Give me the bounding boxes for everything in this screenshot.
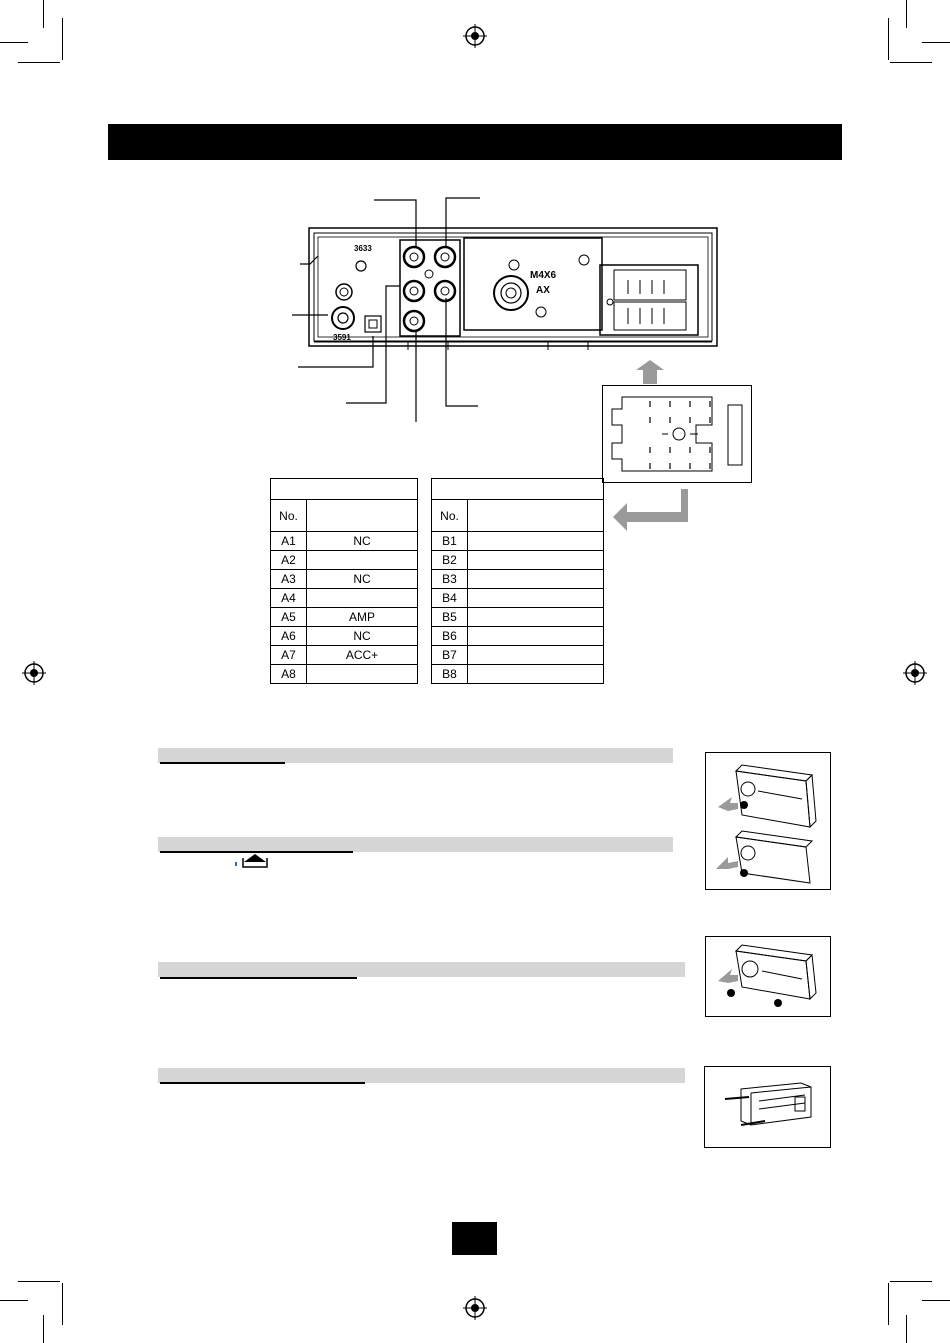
- table-a-header-name: [307, 500, 418, 532]
- crop-mark: [922, 42, 950, 43]
- faceplate-illustration: [706, 753, 830, 889]
- crop-mark: [922, 1300, 950, 1301]
- crop-mark: [890, 62, 932, 63]
- unit-label-b: 3591: [333, 333, 351, 342]
- section-heading-bar: [158, 748, 673, 763]
- registration-mark-icon: [463, 1296, 487, 1320]
- section-heading-underline: [160, 851, 353, 853]
- registration-mark-icon: [463, 24, 487, 48]
- table-row: A5 AMP: [271, 608, 418, 627]
- table-row: A4: [271, 589, 418, 608]
- chassis-illustration: [705, 1067, 830, 1147]
- section-heading-bar: [158, 962, 685, 977]
- table-row: B2: [432, 551, 604, 570]
- crop-mark: [906, 1315, 907, 1343]
- page-header-bar: [108, 124, 842, 160]
- pin-table-b: [431, 478, 604, 684]
- crop-mark: [18, 1281, 60, 1282]
- eject-marker: [235, 862, 237, 866]
- crop-mark: [0, 1300, 28, 1301]
- section-heading-bar: [158, 837, 673, 852]
- arrow-left-icon: [613, 489, 688, 531]
- unit-label-d: AX: [536, 285, 550, 296]
- crop-mark: [43, 1315, 44, 1343]
- crop-mark: [888, 1283, 889, 1325]
- illustration-unit-removal: [704, 1066, 831, 1148]
- section-heading-underline: [160, 977, 357, 979]
- arrow-up-icon: [636, 360, 664, 384]
- crop-mark: [62, 18, 63, 60]
- crop-mark: [43, 0, 44, 28]
- registration-mark-icon: [903, 661, 927, 685]
- crop-mark: [0, 42, 28, 43]
- table-row: A3 NC: [271, 570, 418, 589]
- table-row: B7: [432, 646, 604, 665]
- section-heading-bar: [158, 1068, 685, 1083]
- faceplate-illustration: [706, 937, 830, 1016]
- table-a-header-no: No.: [271, 500, 307, 532]
- table-row: A8: [271, 665, 418, 684]
- table-row: B5: [432, 608, 604, 627]
- table-row: B1: [432, 532, 604, 551]
- registration-mark-icon: [22, 661, 46, 685]
- table-row: A1 NC: [271, 532, 418, 551]
- iso-connector-detail: [602, 385, 752, 485]
- unit-label-c: M4X6: [530, 270, 557, 281]
- table-b-title: [432, 479, 604, 500]
- page-number-box: [452, 1222, 497, 1255]
- crop-mark: [906, 0, 907, 28]
- crop-mark: [890, 1281, 932, 1282]
- illustration-panel-attach: [705, 936, 831, 1017]
- table-row: B4: [432, 589, 604, 608]
- table-a-title: [271, 479, 418, 500]
- section-heading-underline: [160, 762, 285, 764]
- crop-mark: [888, 18, 889, 60]
- table-b-header-no: No.: [432, 500, 468, 532]
- table-row: B3: [432, 570, 604, 589]
- table-row: B8: [432, 665, 604, 684]
- unit-label-a: 3633: [354, 244, 372, 253]
- table-row: A7 ACC+: [271, 646, 418, 665]
- table-row: B6: [432, 627, 604, 646]
- crop-mark: [18, 62, 60, 63]
- illustration-panel-removal: [705, 752, 831, 890]
- table-row: A2: [271, 551, 418, 570]
- section-heading-underline: [160, 1082, 365, 1084]
- pin-table-a: [270, 478, 418, 684]
- eject-icon: [242, 854, 268, 868]
- table-row: A6 NC: [271, 627, 418, 646]
- crop-mark: [62, 1283, 63, 1325]
- table-b-header-name: [468, 500, 604, 532]
